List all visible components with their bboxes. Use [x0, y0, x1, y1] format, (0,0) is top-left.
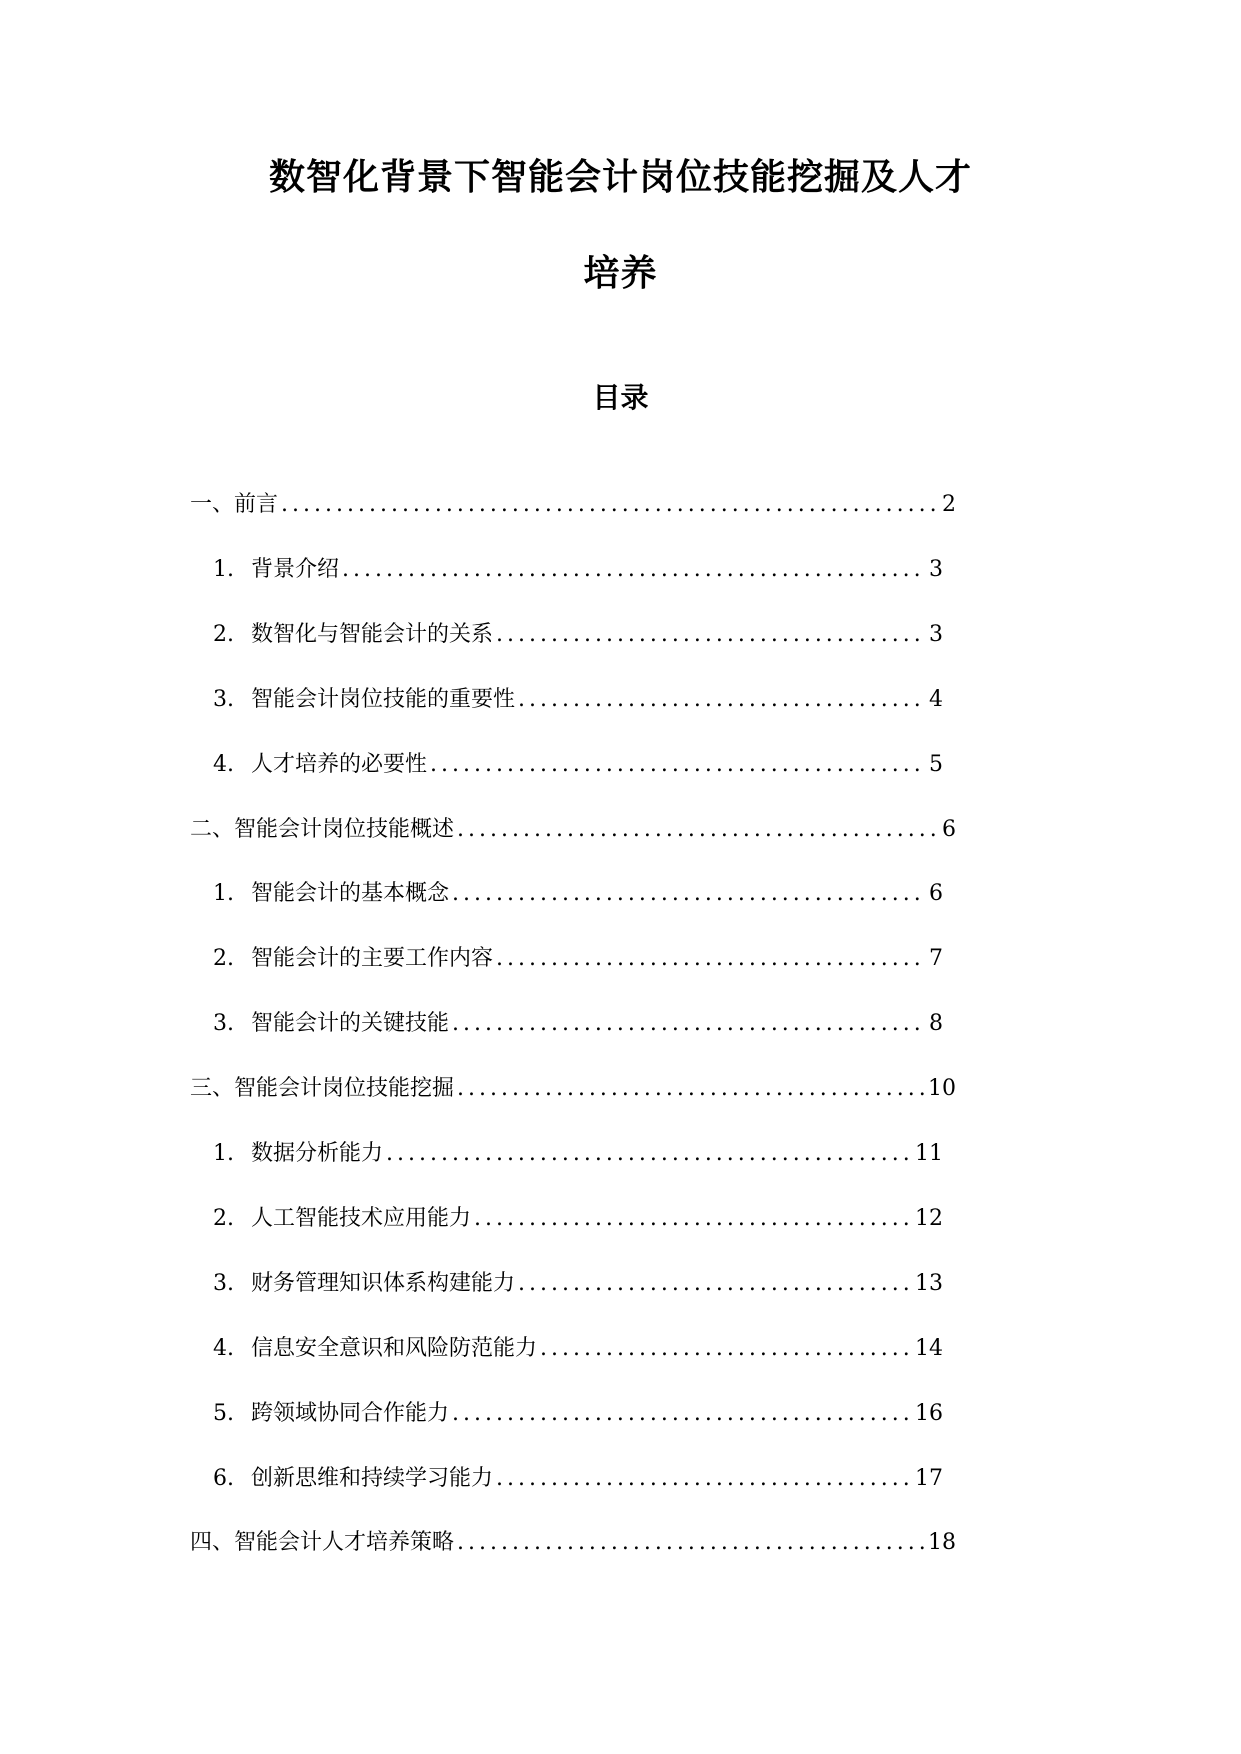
toc-dot-leader [281, 489, 939, 521]
toc-entry-label: 背景介绍 [251, 556, 340, 582]
toc-dot-leader [518, 684, 926, 716]
toc-subsection-entry[interactable] [213, 1333, 943, 1365]
toc-entry-number: 2. [213, 1205, 234, 1231]
toc-entry-number: 4. [213, 751, 234, 777]
toc-entry-label: 智能会计的关键技能 [251, 1011, 450, 1037]
toc-heading: 目录 [592, 381, 649, 414]
document-title-line-1: 数智化背景下智能会计岗位技能挖掘及人才 [268, 156, 972, 198]
toc-page-number: 5 [929, 751, 943, 777]
toc-page-number: 18 [928, 1530, 956, 1556]
toc-page-number: 6 [929, 881, 943, 907]
toc-section-entry[interactable] [190, 489, 956, 521]
toc-dot-leader [496, 1463, 912, 1495]
toc-subsection-entry[interactable] [213, 1008, 943, 1040]
toc-entry-label: 智能会计的基本概念 [251, 881, 450, 907]
toc-subsection-entry[interactable] [213, 684, 943, 716]
toc-dot-leader [457, 1527, 925, 1559]
toc-page-number: 14 [915, 1335, 943, 1361]
toc-dot-leader [386, 1138, 912, 1170]
toc-entry-number: 6. [213, 1465, 234, 1491]
toc-entry-number: 1. [213, 1141, 234, 1166]
toc-page-number: 7 [929, 946, 943, 972]
toc-dot-leader [496, 619, 926, 651]
toc-entry-number: 1. [213, 881, 234, 907]
toc-dot-leader [540, 1333, 912, 1365]
document-title-line-2: 培养 [583, 252, 658, 294]
toc-page-number: 2 [942, 492, 956, 517]
toc-dot-leader [496, 943, 926, 975]
toc-entry-label: 一、前言 [190, 492, 279, 517]
toc-subsection-entry[interactable] [213, 943, 943, 975]
toc-page-number: 4 [929, 686, 943, 712]
toc-page-number: 3 [929, 621, 943, 647]
toc-subsection-entry[interactable] [213, 1268, 943, 1300]
toc-dot-leader [452, 1008, 926, 1040]
toc-page-number: 6 [942, 816, 956, 842]
toc-page-number: 16 [915, 1400, 943, 1426]
toc-section-entry[interactable] [190, 1073, 956, 1105]
toc-entry-number: 3. [213, 686, 234, 712]
toc-entry-label: 跨领域协同合作能力 [251, 1400, 450, 1426]
toc-subsection-entry[interactable] [213, 1138, 943, 1170]
toc-dot-leader [430, 749, 926, 781]
toc-entry-label: 三、智能会计岗位技能挖掘 [190, 1076, 455, 1102]
toc-dot-leader [342, 554, 926, 586]
toc-entry-label: 财务管理知识体系构建能力 [251, 1270, 516, 1296]
toc-subsection-entry[interactable] [213, 749, 943, 781]
toc-dot-leader [452, 1398, 912, 1430]
toc-page-number: 13 [915, 1270, 943, 1296]
toc-entry-number: 3. [213, 1270, 234, 1296]
toc-entry-label: 智能会计岗位技能的重要性 [251, 686, 516, 712]
toc-entry-label: 信息安全意识和风险防范能力 [251, 1335, 538, 1361]
toc-dot-leader [457, 1073, 925, 1105]
toc-section-entry[interactable] [190, 814, 956, 846]
toc-entry-label: 人才培养的必要性 [251, 751, 428, 777]
toc-page-number: 10 [928, 1076, 956, 1102]
toc-subsection-entry[interactable] [213, 619, 943, 651]
toc-entry-label: 数智化与智能会计的关系 [251, 621, 494, 647]
toc-entry-number: 2. [213, 946, 234, 972]
toc-dot-leader [474, 1203, 912, 1235]
toc-subsection-entry[interactable] [213, 554, 943, 586]
toc-subsection-entry[interactable] [213, 1463, 943, 1495]
toc-entry-number: 5. [213, 1400, 234, 1426]
toc-entry-label: 智能会计的主要工作内容 [251, 946, 494, 972]
toc-entry-number: 1. [213, 556, 234, 582]
toc-entry-label: 二、智能会计岗位技能概述 [190, 816, 455, 842]
toc-entry-number: 3. [213, 1011, 234, 1037]
toc-dot-leader [457, 814, 939, 846]
toc-entry-label: 数据分析能力 [251, 1141, 384, 1166]
toc-entry-label: 人工智能技术应用能力 [251, 1205, 472, 1231]
toc-dot-leader [518, 1268, 912, 1300]
toc-page-number: 11 [915, 1141, 943, 1166]
toc-entry-label: 创新思维和持续学习能力 [251, 1465, 494, 1491]
toc-page-number: 3 [929, 556, 943, 582]
toc-section-entry[interactable] [190, 1527, 956, 1559]
toc-page-number: 12 [915, 1205, 943, 1231]
toc-entry-number: 4. [213, 1335, 234, 1361]
toc-subsection-entry[interactable] [213, 878, 943, 910]
toc-subsection-entry[interactable] [213, 1398, 943, 1430]
toc-subsection-entry[interactable] [213, 1203, 943, 1235]
toc-entry-label: 四、智能会计人才培养策略 [190, 1530, 455, 1556]
toc-page-number: 8 [929, 1011, 943, 1037]
toc-entry-number: 2. [213, 621, 234, 647]
toc-dot-leader [452, 878, 926, 910]
toc-page-number: 17 [915, 1465, 943, 1491]
